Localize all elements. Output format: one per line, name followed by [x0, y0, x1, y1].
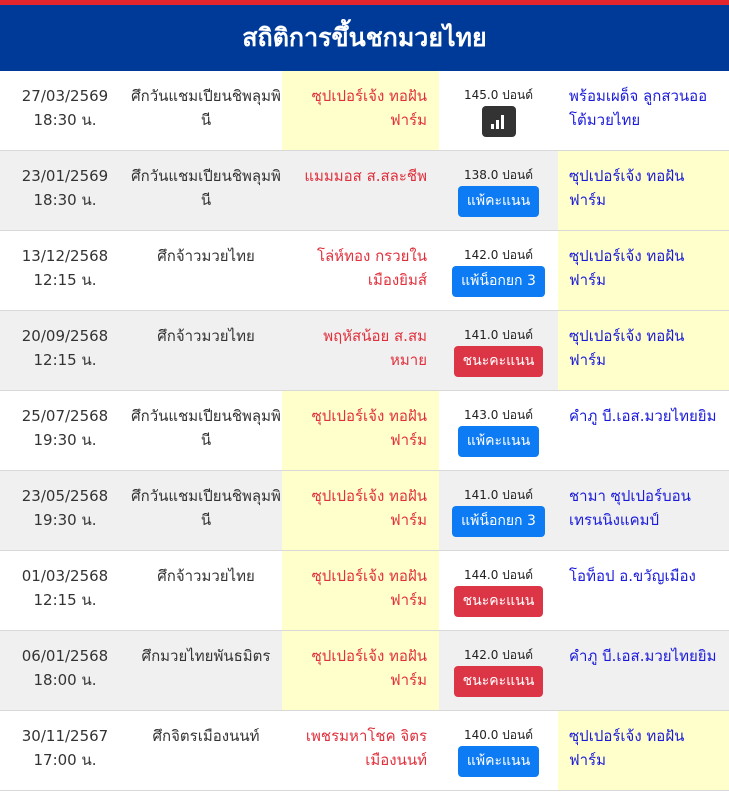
- result-badge: แพ้คะแนน: [458, 186, 539, 217]
- fight-row: [0, 151, 729, 231]
- blue-corner-fighter[interactable]: ซุปเปอร์เจ้ง ทอฝันฟาร์ม: [558, 711, 729, 790]
- fight-row: [0, 711, 729, 791]
- page-title: สถิติการขึ้นชกมวยไทย: [242, 23, 487, 52]
- red-corner-fighter[interactable]: แมมมอส ส.สละชีพ: [304, 167, 427, 185]
- fight-row: [0, 311, 729, 391]
- fight-date-cell: [0, 471, 130, 550]
- fight-date: 27/03/2569: [21, 87, 109, 105]
- blue-corner-fighter[interactable]: คำภู บี.เอส.มวยไทยยิม: [569, 647, 717, 665]
- fight-date-cell: [0, 711, 130, 790]
- fight-date: 13/12/2568: [21, 247, 109, 265]
- fight-time: 19:30 น.: [33, 511, 97, 529]
- fight-date-cell: [0, 391, 130, 470]
- blue-corner-fighter[interactable]: ชามา ซุปเปอร์บอนเทรนนิงแคมป์: [569, 487, 691, 529]
- red-corner-fighter[interactable]: พฤหัสน้อย ส.สมหมาย: [323, 327, 427, 369]
- blue-corner-fighter[interactable]: ซุปเปอร์เจ้ง ทอฝันฟาร์ม: [558, 311, 729, 390]
- fight-date: 30/11/2567: [21, 727, 109, 745]
- event-name: ศึกวันแชมเปียนชิพลุมพินี: [131, 487, 281, 529]
- fight-weight: 141.0 ปอนด์: [464, 328, 533, 342]
- fight-weight: 141.0 ปอนด์: [464, 488, 533, 502]
- red-corner-fighter[interactable]: ซุปเปอร์เจ้ง ทอฝันฟาร์ม: [282, 391, 439, 470]
- red-corner-fighter[interactable]: เพชรมหาโชค จิตรเมืองนนท์: [305, 727, 427, 769]
- event-name: ศึกจ้าวมวยไทย: [157, 327, 255, 345]
- fight-date: 25/07/2568: [21, 407, 109, 425]
- bar-chart-icon: [491, 115, 507, 129]
- fight-time: 12:15 น.: [33, 271, 97, 289]
- event-name: ศึกจิตรเมืองนนท์: [152, 727, 260, 745]
- result-badge: ชนะคะแนน: [454, 346, 544, 377]
- fight-time: 17:00 น.: [33, 751, 97, 769]
- red-corner-fighter[interactable]: ซุปเปอร์เจ้ง ทอฝันฟาร์ม: [282, 71, 439, 150]
- fight-weight: 142.0 ปอนด์: [464, 248, 533, 262]
- fight-row: [0, 631, 729, 711]
- fight-date: 23/05/2568: [21, 487, 109, 505]
- fight-time: 18:30 น.: [33, 191, 97, 209]
- fight-date-cell: [0, 231, 130, 310]
- fight-date-cell: [0, 631, 130, 710]
- fight-result-cell: [439, 71, 558, 150]
- fight-weight: 142.0 ปอนด์: [464, 648, 533, 662]
- event-name: ศึกมวยไทยพันธมิตร: [141, 647, 271, 665]
- event-name: ศึกวันแชมเปียนชิพลุมพินี: [131, 407, 281, 449]
- fight-date-cell: [0, 551, 130, 630]
- fight-weight: 140.0 ปอนด์: [464, 728, 533, 742]
- fight-result-cell: [439, 471, 558, 550]
- fight-result-cell: [439, 711, 558, 790]
- result-badge: แพ้น็อกยก 3: [452, 506, 545, 537]
- fight-row: [0, 551, 729, 631]
- fight-weight: 144.0 ปอนด์: [464, 568, 533, 582]
- fight-row: [0, 71, 729, 151]
- result-badge: แพ้คะแนน: [458, 746, 539, 777]
- event-name: ศึกวันแชมเปียนชิพลุมพินี: [131, 167, 281, 209]
- blue-corner-fighter[interactable]: โอท็อป อ.ขวัญเมือง: [569, 567, 696, 585]
- fight-weight: 143.0 ปอนด์: [464, 408, 533, 422]
- fight-row: [0, 231, 729, 311]
- fight-weight: 145.0 ปอนด์: [464, 88, 533, 102]
- fight-date-cell: [0, 151, 130, 230]
- result-badge: แพ้คะแนน: [458, 426, 539, 457]
- red-corner-fighter[interactable]: โล่ห์ทอง กรวยในเมืองยิมส์: [316, 247, 427, 289]
- fight-weight: 138.0 ปอนด์: [464, 168, 533, 182]
- chart-icon[interactable]: [482, 106, 516, 137]
- fight-record-table: [0, 71, 729, 791]
- fight-time: 12:15 น.: [33, 591, 97, 609]
- page-header: [0, 0, 729, 71]
- fight-result-cell: [439, 311, 558, 390]
- fight-row: [0, 471, 729, 551]
- fight-date: 20/09/2568: [21, 327, 109, 345]
- blue-corner-fighter[interactable]: พร้อมเผด็จ ลูกสวนออโต้มวยไทย: [569, 87, 708, 129]
- fight-date: 23/01/2569: [21, 167, 109, 185]
- fight-row: [0, 391, 729, 471]
- fight-result-cell: [439, 151, 558, 230]
- blue-corner-fighter[interactable]: ซุปเปอร์เจ้ง ทอฝันฟาร์ม: [558, 231, 729, 310]
- fight-result-cell: [439, 551, 558, 630]
- red-corner-fighter[interactable]: ซุปเปอร์เจ้ง ทอฝันฟาร์ม: [282, 471, 439, 550]
- blue-corner-fighter[interactable]: ซุปเปอร์เจ้ง ทอฝันฟาร์ม: [558, 151, 729, 230]
- fight-result-cell: [439, 231, 558, 310]
- event-name: ศึกจ้าวมวยไทย: [157, 247, 255, 265]
- result-badge: ชนะคะแนน: [454, 666, 544, 697]
- result-badge: แพ้น็อกยก 3: [452, 266, 545, 297]
- fight-time: 19:30 น.: [33, 431, 97, 449]
- red-corner-fighter[interactable]: ซุปเปอร์เจ้ง ทอฝันฟาร์ม: [282, 631, 439, 710]
- fight-date-cell: [0, 71, 130, 150]
- fight-time: 12:15 น.: [33, 351, 97, 369]
- fight-date: 01/03/2568: [21, 567, 109, 585]
- fight-time: 18:00 น.: [33, 671, 97, 689]
- fight-time: 18:30 น.: [33, 111, 97, 129]
- event-name: ศึกจ้าวมวยไทย: [157, 567, 255, 585]
- red-corner-fighter[interactable]: ซุปเปอร์เจ้ง ทอฝันฟาร์ม: [282, 551, 439, 630]
- event-name: ศึกวันแชมเปียนชิพลุมพินี: [131, 87, 281, 129]
- fight-date-cell: [0, 311, 130, 390]
- fight-date: 06/01/2568: [21, 647, 109, 665]
- blue-corner-fighter[interactable]: คำภู บี.เอส.มวยไทยยิม: [569, 407, 717, 425]
- fight-result-cell: [439, 631, 558, 710]
- fight-result-cell: [439, 391, 558, 470]
- result-badge: ชนะคะแนน: [454, 586, 544, 617]
